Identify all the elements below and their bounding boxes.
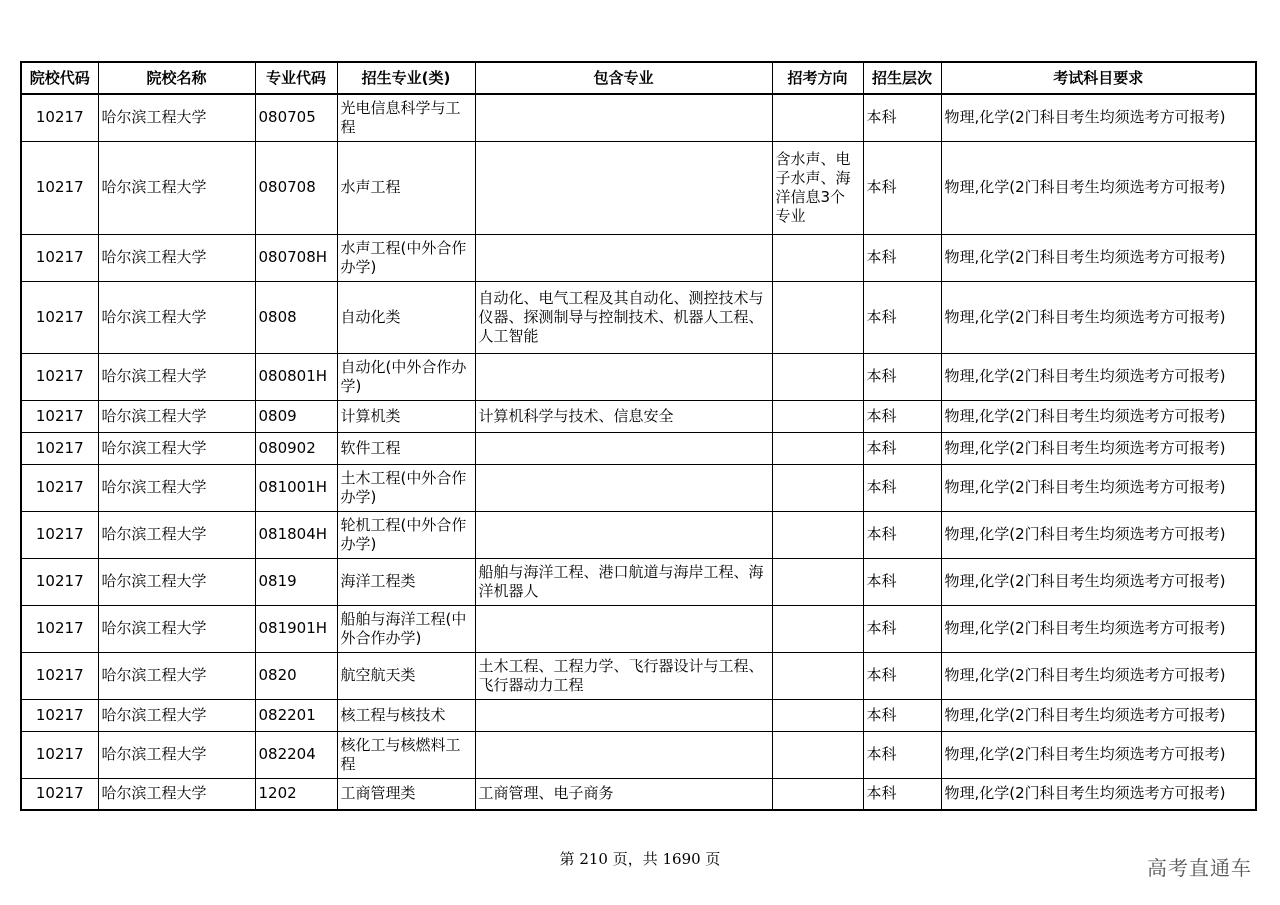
direction-cell: 含水声、电子水声、海洋信息3个专业 (772, 141, 863, 234)
table-row (21, 778, 1256, 810)
major-cell: 计算机类 (337, 400, 475, 432)
level-cell: 本科 (863, 281, 941, 353)
school-name-cell: 哈尔滨工程大学 (98, 699, 255, 731)
major-code-cell: 081901H (255, 605, 337, 652)
admissions-table (20, 61, 1257, 811)
level-cell: 本科 (863, 652, 941, 699)
subject-requirements-cell: 物理,化学(2门科目考生均须选考方可报考) (941, 94, 1256, 141)
school-name-cell: 哈尔滨工程大学 (98, 400, 255, 432)
major-cell: 自动化类 (337, 281, 475, 353)
table-row (21, 558, 1256, 605)
subject-requirements-cell: 物理,化学(2门科目考生均须选考方可报考) (941, 511, 1256, 558)
included-majors-cell (475, 234, 772, 281)
direction-cell (772, 558, 863, 605)
school-name-cell: 哈尔滨工程大学 (98, 141, 255, 234)
major-cell: 海洋工程类 (337, 558, 475, 605)
included-majors-cell: 工商管理、电子商务 (475, 778, 772, 810)
direction-cell (772, 94, 863, 141)
level-cell: 本科 (863, 464, 941, 511)
table-row (21, 141, 1256, 234)
included-majors-cell (475, 353, 772, 400)
included-majors-cell: 自动化、电气工程及其自动化、测控技术与仪器、探测制导与控制技术、机器人工程、人工智能 (475, 281, 772, 353)
school-name-cell: 哈尔滨工程大学 (98, 281, 255, 353)
major-cell: 核化工与核燃料工程 (337, 731, 475, 778)
major-code-cell: 080705 (255, 94, 337, 141)
level-cell: 本科 (863, 400, 941, 432)
page-number: 第 210 页，共 1690 页 (559, 850, 721, 868)
included-majors-cell (475, 511, 772, 558)
level-cell: 本科 (863, 778, 941, 810)
header-major-code: 专业代码 (255, 62, 337, 94)
school-code-cell: 10217 (21, 558, 98, 605)
included-majors-cell (475, 605, 772, 652)
school-name-cell: 哈尔滨工程大学 (98, 432, 255, 464)
school-code-cell: 10217 (21, 605, 98, 652)
school-code-cell: 10217 (21, 731, 98, 778)
table-row (21, 511, 1256, 558)
level-cell: 本科 (863, 731, 941, 778)
table-row (21, 699, 1256, 731)
school-code-cell: 10217 (21, 353, 98, 400)
table-row (21, 94, 1256, 141)
school-name-cell: 哈尔滨工程大学 (98, 353, 255, 400)
level-cell: 本科 (863, 605, 941, 652)
major-code-cell: 080708H (255, 234, 337, 281)
direction-cell (772, 511, 863, 558)
subject-requirements-cell: 物理,化学(2门科目考生均须选考方可报考) (941, 141, 1256, 234)
school-name-cell: 哈尔滨工程大学 (98, 94, 255, 141)
school-name-cell: 哈尔滨工程大学 (98, 464, 255, 511)
included-majors-cell (475, 141, 772, 234)
direction-cell (772, 652, 863, 699)
subject-requirements-cell: 物理,化学(2门科目考生均须选考方可报考) (941, 281, 1256, 353)
major-code-cell: 0819 (255, 558, 337, 605)
major-cell: 核工程与核技术 (337, 699, 475, 731)
included-majors-cell (475, 731, 772, 778)
level-cell: 本科 (863, 511, 941, 558)
header-level: 招生层次 (863, 62, 941, 94)
table-row (21, 234, 1256, 281)
table-row (21, 353, 1256, 400)
major-cell: 光电信息科学与工程 (337, 94, 475, 141)
subject-requirements-cell: 物理,化学(2门科目考生均须选考方可报考) (941, 652, 1256, 699)
major-code-cell: 0808 (255, 281, 337, 353)
major-cell: 航空航天类 (337, 652, 475, 699)
school-name-cell: 哈尔滨工程大学 (98, 558, 255, 605)
direction-cell (772, 778, 863, 810)
table-row (21, 281, 1256, 353)
major-cell: 工商管理类 (337, 778, 475, 810)
subject-requirements-cell: 物理,化学(2门科目考生均须选考方可报考) (941, 731, 1256, 778)
subject-requirements-cell: 物理,化学(2门科目考生均须选考方可报考) (941, 234, 1256, 281)
subject-requirements-cell: 物理,化学(2门科目考生均须选考方可报考) (941, 464, 1256, 511)
major-code-cell: 082201 (255, 699, 337, 731)
subject-requirements-cell: 物理,化学(2门科目考生均须选考方可报考) (941, 558, 1256, 605)
subject-requirements-cell: 物理,化学(2门科目考生均须选考方可报考) (941, 432, 1256, 464)
header-school-code: 院校代码 (21, 62, 98, 94)
header-subject-requirements: 考试科目要求 (941, 62, 1256, 94)
included-majors-cell: 土木工程、工程力学、飞行器设计与工程、飞行器动力工程 (475, 652, 772, 699)
major-cell: 软件工程 (337, 432, 475, 464)
included-majors-cell (475, 432, 772, 464)
school-code-cell: 10217 (21, 778, 98, 810)
direction-cell (772, 234, 863, 281)
major-cell: 轮机工程(中外合作办学) (337, 511, 475, 558)
level-cell: 本科 (863, 234, 941, 281)
level-cell: 本科 (863, 558, 941, 605)
direction-cell (772, 731, 863, 778)
school-code-cell: 10217 (21, 652, 98, 699)
major-code-cell: 1202 (255, 778, 337, 810)
major-code-cell: 082204 (255, 731, 337, 778)
school-code-cell: 10217 (21, 400, 98, 432)
table-row (21, 400, 1256, 432)
school-code-cell: 10217 (21, 464, 98, 511)
header-school-name: 院校名称 (98, 62, 255, 94)
subject-requirements-cell: 物理,化学(2门科目考生均须选考方可报考) (941, 699, 1256, 731)
major-code-cell: 0820 (255, 652, 337, 699)
table-row (21, 605, 1256, 652)
school-name-cell: 哈尔滨工程大学 (98, 511, 255, 558)
direction-cell (772, 432, 863, 464)
table-row (21, 432, 1256, 464)
header-major: 招生专业(类) (337, 62, 475, 94)
school-code-cell: 10217 (21, 234, 98, 281)
level-cell: 本科 (863, 94, 941, 141)
header-direction: 招考方向 (772, 62, 863, 94)
direction-cell (772, 464, 863, 511)
direction-cell (772, 281, 863, 353)
header-included-majors: 包含专业 (475, 62, 772, 94)
direction-cell (772, 699, 863, 731)
school-code-cell: 10217 (21, 94, 98, 141)
level-cell: 本科 (863, 699, 941, 731)
direction-cell (772, 605, 863, 652)
table-row (21, 464, 1256, 511)
school-code-cell: 10217 (21, 511, 98, 558)
subject-requirements-cell: 物理,化学(2门科目考生均须选考方可报考) (941, 353, 1256, 400)
table-row (21, 652, 1256, 699)
subject-requirements-cell: 物理,化学(2门科目考生均须选考方可报考) (941, 778, 1256, 810)
direction-cell (772, 400, 863, 432)
table-row (21, 731, 1256, 778)
major-cell: 土木工程(中外合作办学) (337, 464, 475, 511)
included-majors-cell: 船舶与海洋工程、港口航道与海岸工程、海洋机器人 (475, 558, 772, 605)
table-header-row (21, 62, 1256, 94)
included-majors-cell (475, 464, 772, 511)
school-code-cell: 10217 (21, 141, 98, 234)
watermark: 高考直通车 (1147, 856, 1252, 880)
subject-requirements-cell: 物理,化学(2门科目考生均须选考方可报考) (941, 400, 1256, 432)
school-code-cell: 10217 (21, 699, 98, 731)
major-code-cell: 080902 (255, 432, 337, 464)
included-majors-cell: 计算机科学与技术、信息安全 (475, 400, 772, 432)
school-name-cell: 哈尔滨工程大学 (98, 605, 255, 652)
major-cell: 船舶与海洋工程(中外合作办学) (337, 605, 475, 652)
included-majors-cell (475, 699, 772, 731)
school-name-cell: 哈尔滨工程大学 (98, 652, 255, 699)
table-body (21, 94, 1256, 810)
major-code-cell: 081804H (255, 511, 337, 558)
major-code-cell: 0809 (255, 400, 337, 432)
level-cell: 本科 (863, 353, 941, 400)
school-name-cell: 哈尔滨工程大学 (98, 234, 255, 281)
major-cell: 水声工程(中外合作办学) (337, 234, 475, 281)
major-cell: 水声工程 (337, 141, 475, 234)
included-majors-cell (475, 94, 772, 141)
subject-requirements-cell: 物理,化学(2门科目考生均须选考方可报考) (941, 605, 1256, 652)
major-cell: 自动化(中外合作办学) (337, 353, 475, 400)
direction-cell (772, 353, 863, 400)
major-code-cell: 081001H (255, 464, 337, 511)
level-cell: 本科 (863, 141, 941, 234)
school-code-cell: 10217 (21, 281, 98, 353)
school-code-cell: 10217 (21, 432, 98, 464)
major-code-cell: 080801H (255, 353, 337, 400)
major-code-cell: 080708 (255, 141, 337, 234)
school-name-cell: 哈尔滨工程大学 (98, 778, 255, 810)
school-name-cell: 哈尔滨工程大学 (98, 731, 255, 778)
level-cell: 本科 (863, 432, 941, 464)
